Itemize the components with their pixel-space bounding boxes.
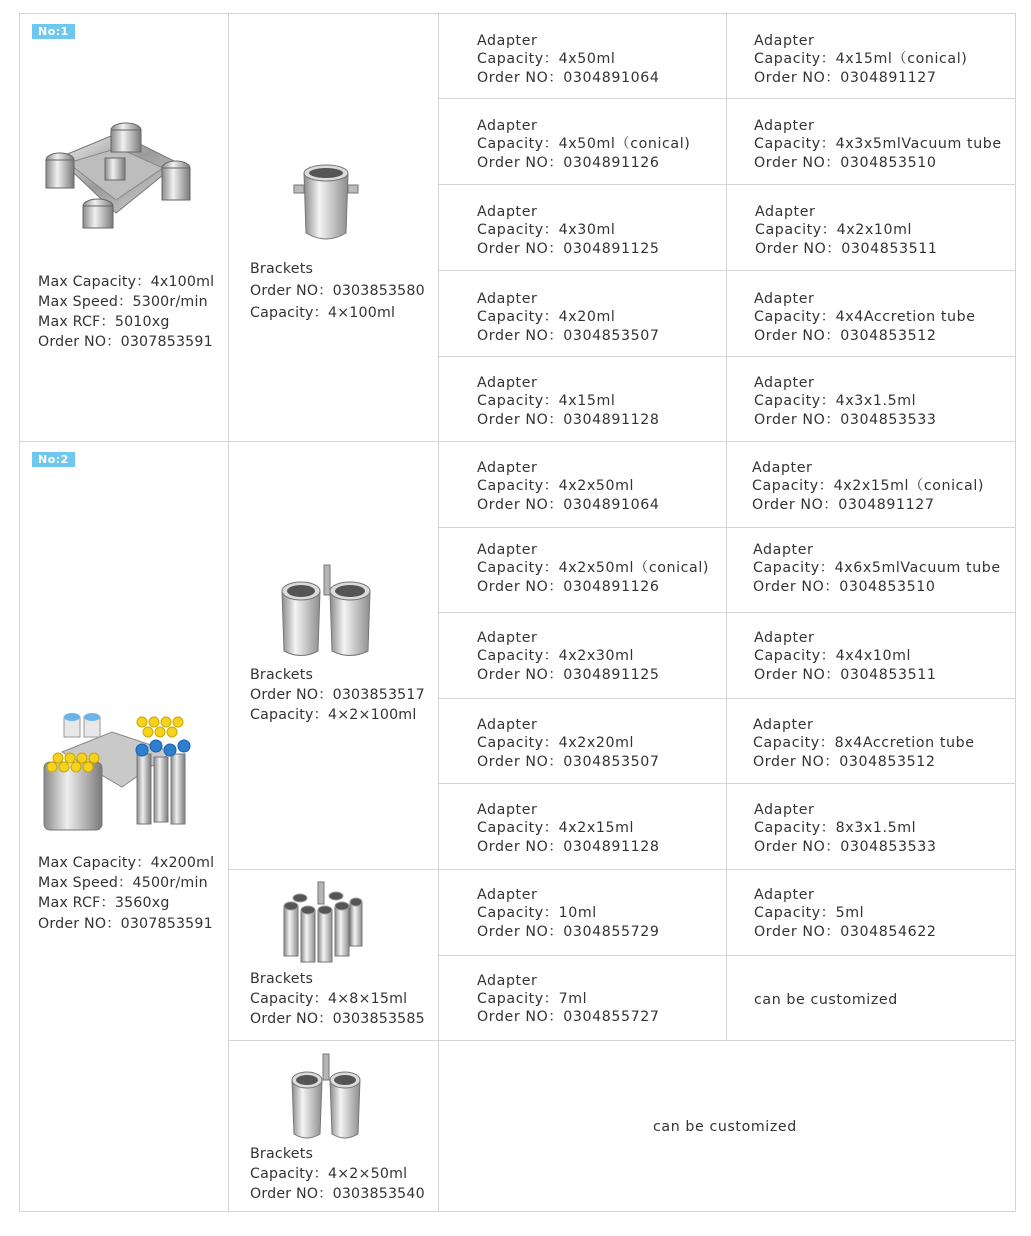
adapter-title: Adapter [477, 973, 538, 989]
adapter-capacity: Capacity：4x3x1.5ml [754, 393, 917, 410]
adapter-order-no: Order NO：0304855729 [477, 923, 660, 940]
bracket-title: Brackets [250, 1146, 314, 1162]
adapter-capacity: Capacity：4x3x5mlVacuum tube [754, 136, 1002, 153]
max-rcf: Max RCF：5010xg [38, 314, 170, 330]
adapter-capacity: Capacity：7ml [477, 991, 588, 1007]
adapter-title: Adapter [754, 375, 815, 391]
adapter-capacity: Capacity：4x20ml [477, 309, 616, 326]
row-divider [438, 356, 1016, 357]
adapter-title: Adapter [754, 802, 815, 818]
adapter-order-no: Order NO：0304891125 [477, 240, 660, 257]
bracket-capacity: Capacity：4×8×15ml [250, 991, 408, 1007]
adapter-title: Adapter [477, 118, 538, 134]
max-capacity: Max Capacity：4x100ml [38, 274, 215, 290]
custom-note: can be customized [754, 992, 898, 1008]
adapter-order-no: Order NO：0304853507 [477, 327, 660, 344]
bracket-title: Brackets [250, 971, 314, 987]
adapter-title: Adapter [753, 542, 814, 558]
adapter-capacity: Capacity：10ml [477, 905, 597, 922]
adapter-title: Adapter [753, 717, 814, 733]
adapter-capacity: Capacity：4x2x10ml [755, 222, 913, 239]
adapter-title: Adapter [754, 291, 815, 307]
adapter-order-no: Order NO：0304891127 [752, 496, 935, 513]
adapter-capacity: Capacity：8x4Accretion tube [753, 735, 975, 752]
adapter-title: Adapter [754, 118, 815, 134]
bracket-capacity: Capacity：4×2×100ml [250, 707, 417, 723]
adapter-order-no: Order NO：0304853512 [754, 327, 937, 344]
adapter-capacity: Capacity：4x4Accretion tube [754, 309, 976, 326]
col-divider [438, 13, 439, 1212]
row-divider [438, 98, 1016, 99]
table-border-top [19, 13, 1016, 14]
table-border-right [1015, 13, 1016, 1212]
adapter-capacity: Capacity：4x50ml [477, 51, 616, 68]
adapter-order-no: Order NO：0304891126 [477, 154, 660, 171]
bracket-order-no: Order NO：0303853540 [250, 1186, 425, 1202]
section-badge: No:2 [32, 452, 75, 467]
adapter-title: Adapter [477, 33, 538, 49]
adapter-order-no: Order NO：0304891126 [477, 578, 660, 595]
adapter-order-no: Order NO：0304891127 [754, 69, 937, 86]
bracket-image [278, 880, 366, 966]
rotor-image [38, 118, 193, 233]
col-divider [726, 13, 727, 1041]
bracket-order-no: Order NO：0303853517 [250, 687, 425, 703]
table-border-bottom [19, 1211, 1016, 1212]
row-divider [228, 1040, 1016, 1041]
table-border-left [19, 13, 20, 1212]
row-divider [228, 869, 1016, 870]
adapter-title: Adapter [477, 887, 538, 903]
section-divider [19, 441, 1016, 442]
adapter-capacity: Capacity：4x15ml [477, 393, 616, 410]
adapter-order-no: Order NO：0304853512 [753, 753, 936, 770]
max-capacity: Max Capacity：4x200ml [38, 855, 215, 871]
adapter-capacity: Capacity：4x4x10ml [754, 648, 912, 665]
adapter-order-no: Order NO：0304853507 [477, 753, 660, 770]
rotor-image [42, 712, 197, 832]
row-divider [438, 527, 1016, 528]
row-divider [438, 270, 1016, 271]
order-no: Order NO：0307853591 [38, 916, 213, 932]
bracket-capacity: Capacity：4×100ml [250, 305, 396, 321]
adapter-order-no: Order NO：0304853511 [755, 240, 938, 257]
adapter-capacity: Capacity：4x50ml（conical) [477, 136, 691, 153]
adapter-title: Adapter [477, 375, 538, 391]
adapter-order-no: Order NO：0304853533 [754, 411, 937, 428]
row-divider [438, 955, 1016, 956]
bracket-order-no: Order NO：0303853580 [250, 283, 425, 299]
adapter-title: Adapter [477, 291, 538, 307]
row-divider [438, 184, 1016, 185]
adapter-capacity: Capacity：4x6x5mlVacuum tube [753, 560, 1001, 577]
adapter-capacity: Capacity：4x2x50ml（conical) [477, 560, 710, 577]
adapter-title: Adapter [477, 460, 538, 476]
section-badge: No:1 [32, 24, 75, 39]
max-speed: Max Speed：4500r/min [38, 875, 208, 891]
adapter-order-no: Order NO：0304853533 [754, 838, 937, 855]
bracket-image [292, 163, 360, 245]
max-speed: Max Speed：5300r/min [38, 294, 208, 310]
adapter-order-no: Order NO：0304853511 [754, 666, 937, 683]
adapter-capacity: Capacity：4x2x15ml [477, 820, 635, 837]
adapter-title: Adapter [477, 542, 538, 558]
adapter-capacity: Capacity：5ml [754, 905, 865, 922]
adapter-capacity: Capacity：4x2x15ml（conical) [752, 478, 985, 495]
bracket-order-no: Order NO：0303853585 [250, 1011, 425, 1027]
adapter-capacity: Capacity：4x2x20ml [477, 735, 635, 752]
adapter-order-no: Order NO：0304891064 [477, 69, 660, 86]
row-divider [438, 783, 1016, 784]
custom-note-large: can be customized [653, 1119, 797, 1135]
bracket-image [288, 1052, 364, 1142]
adapter-capacity: Capacity：4x2x30ml [477, 648, 635, 665]
row-divider [438, 698, 1016, 699]
adapter-order-no: Order NO：0304853510 [753, 578, 936, 595]
bracket-image [276, 563, 376, 660]
adapter-title: Adapter [752, 460, 813, 476]
adapter-capacity: Capacity：4x30ml [477, 222, 616, 239]
adapter-title: Adapter [755, 204, 816, 220]
adapter-order-no: Order NO：0304891125 [477, 666, 660, 683]
adapter-capacity: Capacity：8x3x1.5ml [754, 820, 917, 837]
bracket-title: Brackets [250, 261, 314, 277]
adapter-title: Adapter [754, 630, 815, 646]
col-divider [228, 13, 229, 1212]
adapter-capacity: Capacity：4x15ml（conical) [754, 51, 968, 68]
adapter-order-no: Order NO：0304854622 [754, 923, 937, 940]
adapter-title: Adapter [477, 802, 538, 818]
order-no: Order NO：0307853591 [38, 334, 213, 350]
bracket-title: Brackets [250, 667, 314, 683]
adapter-order-no: Order NO：0304855727 [477, 1009, 660, 1025]
adapter-title: Adapter [477, 717, 538, 733]
adapter-title: Adapter [477, 630, 538, 646]
adapter-title: Adapter [477, 204, 538, 220]
adapter-title: Adapter [754, 887, 815, 903]
adapter-order-no: Order NO：0304891128 [477, 838, 660, 855]
adapter-order-no: Order NO：0304853510 [754, 154, 937, 171]
adapter-title: Adapter [754, 33, 815, 49]
row-divider [438, 612, 1016, 613]
adapter-order-no: Order NO：0304891064 [477, 496, 660, 513]
max-rcf: Max RCF：3560xg [38, 895, 170, 911]
bracket-capacity: Capacity：4×2×50ml [250, 1166, 408, 1182]
adapter-capacity: Capacity：4x2x50ml [477, 478, 635, 495]
adapter-order-no: Order NO：0304891128 [477, 411, 660, 428]
